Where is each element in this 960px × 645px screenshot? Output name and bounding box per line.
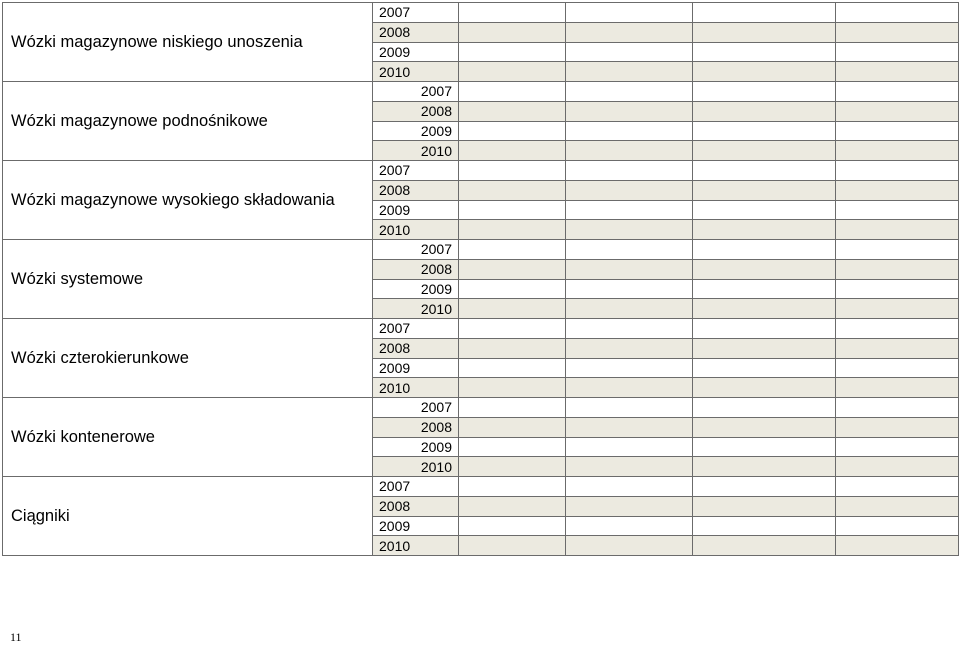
empty-cell[interactable] — [693, 437, 836, 457]
empty-cell[interactable] — [836, 279, 959, 299]
table-row — [3, 240, 959, 260]
year-cell: 2007 — [373, 3, 459, 23]
empty-cell[interactable] — [459, 42, 566, 62]
year-cell: 2008 — [373, 101, 459, 121]
year-cell: 2010 — [373, 457, 459, 477]
year-cell: 2007 — [373, 82, 459, 102]
empty-cell[interactable] — [836, 141, 959, 161]
empty-cell[interactable] — [836, 319, 959, 339]
empty-cell[interactable] — [459, 358, 566, 378]
empty-cell[interactable] — [459, 536, 566, 556]
empty-cell[interactable] — [566, 358, 693, 378]
year-cell: 2009 — [373, 121, 459, 141]
empty-cell[interactable] — [693, 62, 836, 82]
empty-cell[interactable] — [566, 279, 693, 299]
empty-cell[interactable] — [566, 161, 693, 181]
empty-cell[interactable] — [693, 22, 836, 42]
empty-cell[interactable] — [566, 200, 693, 220]
empty-cell[interactable] — [459, 121, 566, 141]
empty-cell[interactable] — [459, 22, 566, 42]
empty-cell[interactable] — [566, 457, 693, 477]
empty-cell[interactable] — [693, 3, 836, 23]
empty-cell[interactable] — [693, 141, 836, 161]
empty-cell[interactable] — [836, 417, 959, 437]
year-cell: 2008 — [373, 338, 459, 358]
empty-cell[interactable] — [836, 299, 959, 319]
empty-cell[interactable] — [459, 496, 566, 516]
empty-cell[interactable] — [459, 299, 566, 319]
empty-cell[interactable] — [836, 378, 959, 398]
year-cell: 2008 — [373, 496, 459, 516]
empty-cell[interactable] — [836, 42, 959, 62]
empty-cell[interactable] — [566, 240, 693, 260]
empty-cell[interactable] — [693, 259, 836, 279]
empty-cell[interactable] — [836, 3, 959, 23]
category-label: Wózki systemowe — [3, 240, 373, 319]
empty-cell[interactable] — [693, 200, 836, 220]
empty-cell[interactable] — [836, 516, 959, 536]
year-cell: 2007 — [373, 161, 459, 181]
empty-cell[interactable] — [566, 477, 693, 497]
data-table — [2, 2, 959, 556]
empty-cell[interactable] — [459, 3, 566, 23]
empty-cell[interactable] — [566, 536, 693, 556]
empty-cell[interactable] — [459, 398, 566, 418]
empty-cell[interactable] — [459, 378, 566, 398]
empty-cell[interactable] — [459, 457, 566, 477]
table-row — [3, 398, 959, 418]
empty-cell[interactable] — [836, 200, 959, 220]
empty-cell[interactable] — [566, 62, 693, 82]
empty-cell[interactable] — [693, 338, 836, 358]
empty-cell[interactable] — [836, 457, 959, 477]
empty-cell[interactable] — [693, 398, 836, 418]
empty-cell[interactable] — [459, 161, 566, 181]
empty-cell[interactable] — [693, 496, 836, 516]
empty-cell[interactable] — [566, 82, 693, 102]
empty-cell[interactable] — [459, 437, 566, 457]
empty-cell[interactable] — [836, 240, 959, 260]
empty-cell[interactable] — [566, 338, 693, 358]
year-cell: 2009 — [373, 200, 459, 220]
empty-cell[interactable] — [566, 378, 693, 398]
year-cell: 2007 — [373, 477, 459, 497]
category-label: Wózki magazynowe wysokiego składowania — [3, 161, 373, 240]
year-cell: 2009 — [373, 42, 459, 62]
category-label: Ciągniki — [3, 477, 373, 556]
empty-cell[interactable] — [459, 141, 566, 161]
category-label: Wózki kontenerowe — [3, 398, 373, 477]
empty-cell[interactable] — [836, 180, 959, 200]
empty-cell[interactable] — [566, 259, 693, 279]
empty-cell[interactable] — [566, 22, 693, 42]
empty-cell[interactable] — [693, 240, 836, 260]
empty-cell[interactable] — [459, 240, 566, 260]
empty-cell[interactable] — [566, 141, 693, 161]
empty-cell[interactable] — [459, 417, 566, 437]
year-cell: 2008 — [373, 180, 459, 200]
empty-cell[interactable] — [566, 398, 693, 418]
empty-cell[interactable] — [693, 358, 836, 378]
empty-cell[interactable] — [836, 22, 959, 42]
empty-cell[interactable] — [836, 101, 959, 121]
empty-cell[interactable] — [836, 121, 959, 141]
year-cell: 2010 — [373, 536, 459, 556]
year-cell: 2007 — [373, 240, 459, 260]
empty-cell[interactable] — [693, 477, 836, 497]
empty-cell[interactable] — [693, 319, 836, 339]
empty-cell[interactable] — [566, 319, 693, 339]
empty-cell[interactable] — [459, 338, 566, 358]
year-cell: 2010 — [373, 62, 459, 82]
empty-cell[interactable] — [566, 299, 693, 319]
page-number: 11 — [10, 630, 22, 644]
year-cell: 2010 — [373, 220, 459, 240]
empty-cell[interactable] — [459, 101, 566, 121]
empty-cell[interactable] — [459, 220, 566, 240]
year-cell: 2008 — [373, 22, 459, 42]
empty-cell[interactable] — [459, 200, 566, 220]
empty-cell[interactable] — [693, 180, 836, 200]
empty-cell[interactable] — [693, 279, 836, 299]
empty-cell[interactable] — [566, 101, 693, 121]
empty-cell[interactable] — [836, 62, 959, 82]
empty-cell[interactable] — [836, 477, 959, 497]
year-cell: 2010 — [373, 141, 459, 161]
empty-cell[interactable] — [459, 180, 566, 200]
empty-cell[interactable] — [693, 417, 836, 437]
year-cell: 2008 — [373, 259, 459, 279]
year-cell: 2009 — [373, 437, 459, 457]
empty-cell[interactable] — [836, 220, 959, 240]
empty-cell[interactable] — [566, 437, 693, 457]
empty-cell[interactable] — [693, 378, 836, 398]
empty-cell[interactable] — [566, 3, 693, 23]
year-cell: 2009 — [373, 358, 459, 378]
category-label: Wózki czterokierunkowe — [3, 319, 373, 398]
year-cell: 2009 — [373, 279, 459, 299]
empty-cell[interactable] — [566, 220, 693, 240]
year-cell: 2007 — [373, 398, 459, 418]
table-row — [3, 477, 959, 497]
empty-cell[interactable] — [566, 180, 693, 200]
category-label: Wózki magazynowe niskiego unoszenia — [3, 3, 373, 82]
empty-cell[interactable] — [566, 121, 693, 141]
empty-cell[interactable] — [459, 279, 566, 299]
empty-cell[interactable] — [836, 496, 959, 516]
empty-cell[interactable] — [566, 42, 693, 62]
empty-cell[interactable] — [836, 437, 959, 457]
empty-cell[interactable] — [693, 121, 836, 141]
empty-cell[interactable] — [693, 101, 836, 121]
empty-cell[interactable] — [693, 299, 836, 319]
empty-cell[interactable] — [836, 82, 959, 102]
empty-cell[interactable] — [566, 496, 693, 516]
empty-cell[interactable] — [566, 516, 693, 536]
empty-cell[interactable] — [836, 259, 959, 279]
category-label: Wózki magazynowe podnośnikowe — [3, 82, 373, 161]
empty-cell[interactable] — [459, 319, 566, 339]
empty-cell[interactable] — [693, 220, 836, 240]
empty-cell[interactable] — [693, 161, 836, 181]
empty-cell[interactable] — [693, 536, 836, 556]
empty-cell[interactable] — [459, 82, 566, 102]
empty-cell[interactable] — [836, 358, 959, 378]
empty-cell[interactable] — [459, 62, 566, 82]
empty-cell[interactable] — [693, 516, 836, 536]
table-row — [3, 319, 959, 339]
empty-cell[interactable] — [836, 338, 959, 358]
empty-cell[interactable] — [459, 259, 566, 279]
year-cell: 2008 — [373, 417, 459, 437]
table-row — [3, 82, 959, 102]
table-row — [3, 3, 959, 23]
empty-cell[interactable] — [836, 536, 959, 556]
year-cell: 2010 — [373, 378, 459, 398]
year-cell: 2007 — [373, 319, 459, 339]
empty-cell[interactable] — [693, 82, 836, 102]
empty-cell[interactable] — [459, 516, 566, 536]
empty-cell[interactable] — [566, 417, 693, 437]
year-cell: 2009 — [373, 516, 459, 536]
table-row — [3, 161, 959, 181]
year-cell: 2010 — [373, 299, 459, 319]
empty-cell[interactable] — [836, 161, 959, 181]
empty-cell[interactable] — [693, 457, 836, 477]
empty-cell[interactable] — [836, 398, 959, 418]
empty-cell[interactable] — [459, 477, 566, 497]
empty-cell[interactable] — [693, 42, 836, 62]
